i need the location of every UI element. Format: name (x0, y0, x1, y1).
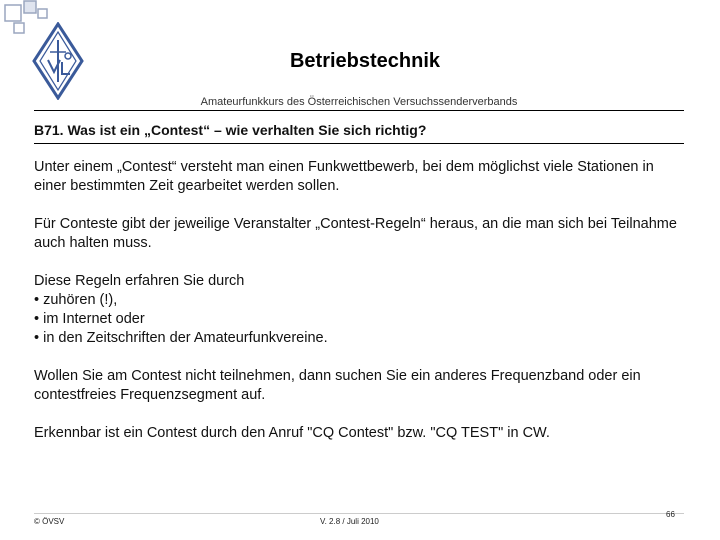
footer-copyright: © ÖVSV (34, 517, 65, 526)
body-content (34, 158, 684, 462)
paragraph-sources-intro: Diese Regeln erfahren Sie durch (34, 273, 245, 289)
paragraph-rules: Für Conteste gibt der jeweilige Veranstalter „Contest-Regeln“ heraus, an die man sich bei Teilnahme auch halten muss. (34, 216, 677, 251)
list-item: • in den Zeitschriften der Amateurfunkvereine. (34, 330, 328, 346)
paragraph-definition: Unter einem „Contest“ versteht man einen Funkwettbewerb, bei dem möglichst viele Stationen in einer bestimmten Zeit gearbeitet werden sollen. (34, 159, 654, 194)
heading-divider (34, 143, 684, 144)
paragraph-avoid: Wollen Sie am Contest nicht teilnehmen, dann suchen Sie ein anderes Frequenzband oder ein contestfreies Frequenzsegment auf. (34, 368, 641, 403)
oevsv-logo-icon (32, 22, 84, 100)
footer-version: V. 2.8 / Juli 2010 (320, 517, 379, 526)
list-item: • zuhören (!), (34, 292, 118, 308)
page-number: 66 (666, 510, 675, 519)
footer-divider (34, 513, 684, 514)
paragraph-recognize: Erkennbar ist ein Contest durch den Anruf "CQ Contest" bzw. "CQ TEST" in CW. (34, 425, 550, 441)
list-item: • im Internet oder (34, 311, 145, 327)
page-subtitle: Amateurfunkkurs des Österreichischen Versuchssenderverbands (200, 96, 518, 108)
header-divider (34, 110, 684, 111)
section-heading: B71. Was ist ein „Contest“ – wie verhalten Sie sich richtig? (34, 122, 427, 138)
page-title: Betriebstechnik (289, 50, 441, 72)
